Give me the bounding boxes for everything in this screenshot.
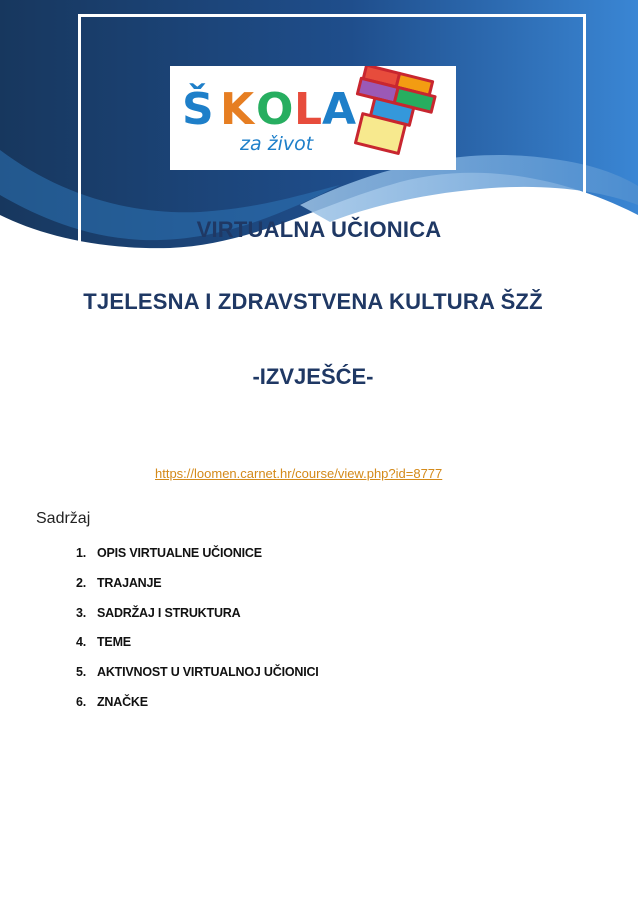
toc-item [76,695,319,725]
logo-tagline: za život [240,133,314,155]
title-course-name: TJELESNA I ZDRAVSTVENA KULTURA ŠZŽ [83,289,543,314]
toc-item-label: AKTIVNOST U VIRTUALNOJ UČIONICI [97,665,319,680]
toc-item-label: TRAJANJE [97,575,162,590]
toc-item [76,576,319,606]
toc-item [76,635,319,665]
logo-letter-k: K [220,84,255,135]
toc-item-label: ZNAČKE [97,694,148,709]
toc-item-number: 1. [76,546,87,560]
toc-item-label: OPIS VIRTUALNE UČIONICE [97,546,262,560]
toc-item-label: TEME [97,635,131,650]
toc-item-number: 6. [76,694,87,709]
toc-item [76,606,319,636]
toc-item-number: 4. [76,635,87,650]
toc-item [76,546,319,576]
skola-za-zivot-logo [170,66,456,170]
title-virtual-classroom: VIRTUALNA UČIONICA [196,217,442,242]
logo-letter-a: A [322,84,357,135]
toc-heading: Sadržaj [36,510,91,527]
toc-item-number: 2. [76,575,87,590]
toc-item-number: 3. [76,605,87,620]
title-report: -IZVJEŠĆE- [252,364,374,389]
toc-item-label: SADRŽAJ I STRUKTURA [97,605,241,620]
logo-letter-o: O [256,84,294,135]
logo-letter-l: L [294,84,323,135]
logo-letter-s: Š [182,84,214,135]
course-link[interactable]: https://loomen.carnet.hr/course/view.php?id=8777 [155,466,443,481]
toc-item [76,665,319,695]
toc-item-number: 5. [76,665,87,680]
table-of-contents [76,546,319,725]
